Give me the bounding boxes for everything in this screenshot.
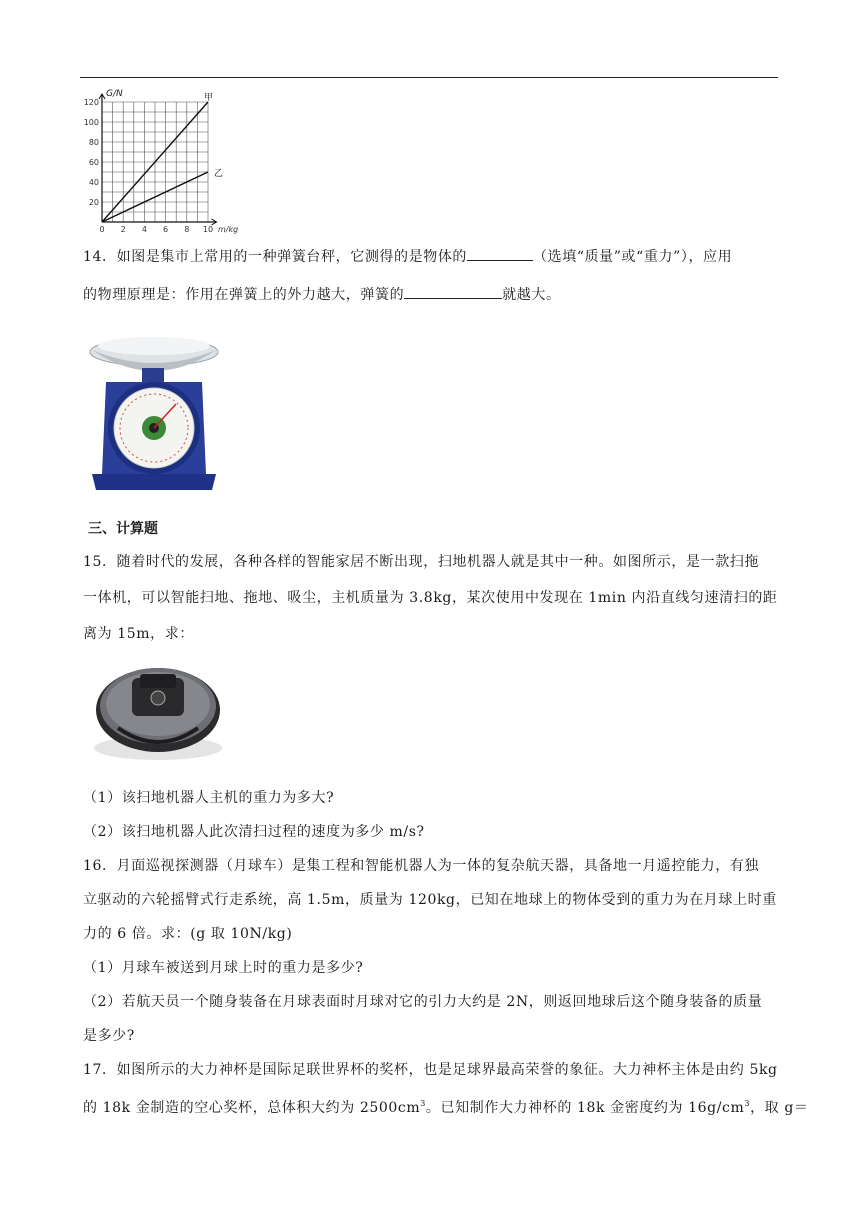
q14-blank-2[interactable] — [404, 284, 502, 299]
y-tick-label: 80 — [88, 138, 99, 147]
y-tick-label: 40 — [88, 178, 99, 187]
q14-text-b: （选填“质量”或“重力”），应用 — [533, 249, 733, 265]
q17-line2-sup: 3 — [420, 1099, 426, 1108]
q15-line2: 一体机，可以智能扫地、拖地、吸尘，主机质量为 3.8kg，某次使用中发现在 1min 内沿直线匀速清扫的距 — [83, 590, 778, 606]
x-tick-label: 10 — [202, 225, 214, 234]
series-label: 甲 — [204, 93, 214, 103]
y-tick-label: 120 — [83, 98, 99, 107]
q17-line2-end: 。 — [425, 1100, 441, 1116]
x-tick-label: 6 — [163, 225, 169, 234]
y-tick-label: 60 — [88, 158, 99, 167]
x-tick-label: 8 — [184, 225, 190, 234]
q17-line3-end: ，取 g＝ — [750, 1100, 809, 1116]
y-tick-label: 100 — [83, 118, 99, 127]
q16-sub2: （2）若航天员一个随身装备在月球表面时月球对它的引力大约是 2N，则返回地球后这个随身装备的质量 — [83, 994, 763, 1010]
q14-line2 — [83, 284, 561, 305]
q17-line3-sup: 3 — [744, 1099, 751, 1108]
q15-sub2: （2）该扫地机器人此次清扫过程的速度为多少 m/s? — [83, 824, 425, 840]
q14-text-c: 的物理原理是：作用在弹簧上的外力越大，弹簧的 — [83, 287, 405, 303]
spring-scale-image — [84, 324, 222, 492]
x-tick-label: 2 — [120, 225, 126, 234]
y-tick-label: 20 — [88, 198, 99, 207]
q15-line3: 离为 15m，求： — [83, 626, 194, 642]
q14-line1 — [83, 246, 732, 267]
x-tick-label: 4 — [141, 225, 147, 234]
section-title-calc: 三、计算题 — [88, 521, 158, 537]
q14-text-a: 14．如图是集市上常用的一种弹簧台秤，它测得的是物体的 — [83, 249, 468, 265]
x-tick-label: 0 — [99, 225, 105, 234]
graph-series — [102, 92, 223, 222]
robot-vacuum-image — [88, 652, 234, 768]
q17-line2 — [83, 1094, 809, 1118]
y-axis-label: G/N — [106, 89, 123, 99]
q17-line2-text: 的 18k 金制造的空心奖杯，总体积大约为 2500cm — [83, 1100, 421, 1116]
q14-blank-1[interactable] — [467, 246, 533, 261]
q16-line3: 力的 6 倍。求：(g 取 10N/kg) — [83, 926, 293, 942]
q17-line3-text: 已知制作大力神杯的 18k 金密度约为 16g/cm — [440, 1100, 745, 1116]
q16-line2: 立驱动的六轮摇臂式行走系统，高 1.5m，质量为 120kg，已知在地球上的物体受到的重力为在月球上时重 — [83, 892, 777, 908]
q16-sub2-cont: 是多少? — [83, 1028, 135, 1044]
header-rule — [80, 77, 778, 78]
q17-line1: 17．如图所示的大力神杯是国际足联世界杯的奖杯，也是足球界最高荣誉的象征。大力神杯主体是由约 5kg — [83, 1062, 778, 1078]
q15-line1: 15．随着时代的发展，各种各样的智能家居不断出现，扫地机器人就是其中一种。如图所示，是一款扫拖 — [83, 554, 760, 570]
gravity-mass-graph — [80, 82, 270, 240]
series-label: 乙 — [214, 169, 224, 179]
x-axis-label: m/kg — [218, 225, 239, 234]
q15-sub1: （1）该扫地机器人主机的重力为多大? — [83, 790, 335, 806]
q16-line1: 16．月面巡视探测器（月球车）是集工程和智能机器人为一体的复杂航天器，具备地一月遥控能力，有独 — [83, 858, 760, 874]
q16-sub1: （1）月球车被送到月球上时的重力是多少? — [83, 960, 364, 976]
q14-text-d: 就越大。 — [502, 287, 561, 303]
